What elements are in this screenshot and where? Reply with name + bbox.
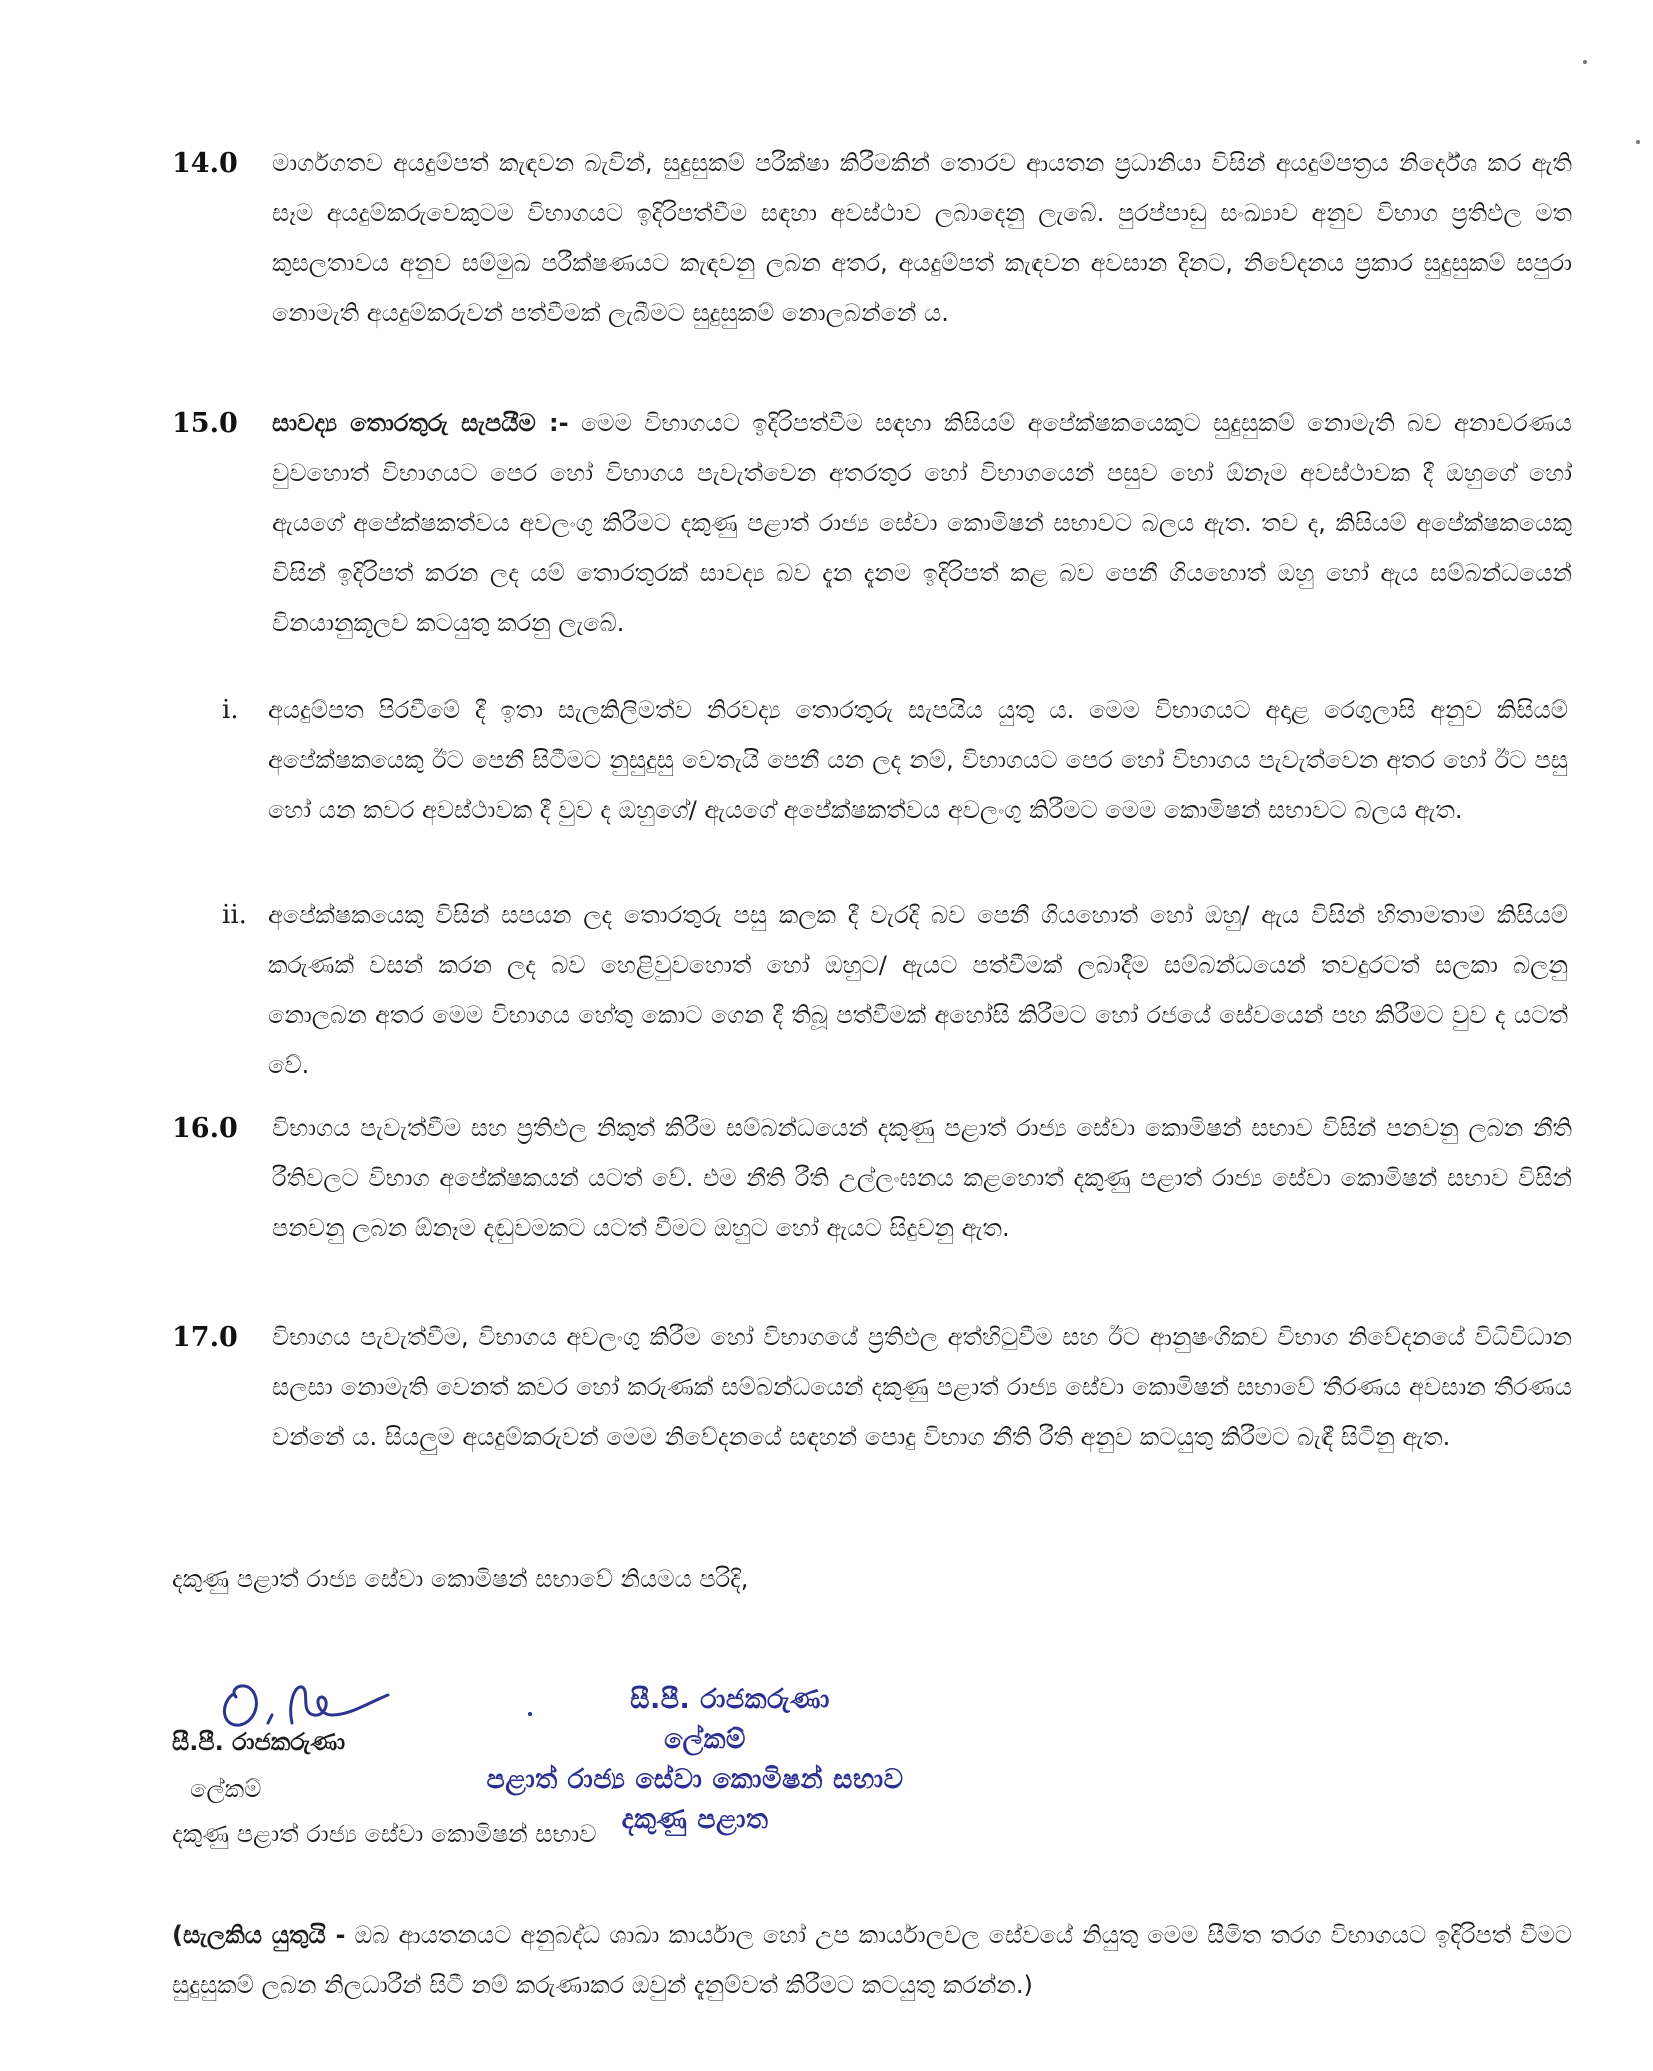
official-stamp	[480, 1680, 910, 1840]
closing-line: දකුණු පළාත් රාජ්‍ය සේවා කොමිෂන් සභාවේ නියමය පරිදි,	[172, 1565, 749, 1593]
list-item: අපේක්ෂකයෙකු විසින් සපයන ලද තොරතුරු පසු කලක දී වැරදි බව පෙනී ගියහොත් හෝ ඔහු/ ඇය විසින් හිතාමතාම කිසියම් කරුණක් වසන් කරන ලද බව හෙළිවුවහොත් හෝ ඔහුට/ ඇයට පත්වීමක් ලබාදීම සම්බන්ධයෙන් තවදුරටත් සලකා බලනු නොලබන අතර මෙම විභාගය හේතු කොට ගෙන දී තිබූ පත්වීමක් අහෝසි කිරීමට හෝ රජයේ සේවයෙන් පහ කිරීමට වුව ද යටත් වේ.	[268, 901, 1568, 1079]
note-paragraph	[172, 1910, 1572, 2010]
section-14	[172, 148, 1572, 358]
section-text: විභාගය පැවැත්වීම සහ ප්‍රතිඵල නිකුත් කිරීම සම්බන්ධයෙන් දකුණු පළාත් රාජ්‍ය සේවා කොමිෂන් සභාව විසින් පනවනු ලබන නීති රීතිවලට විභාග අපේක්ෂකයන් යටත් වේ. එම නීති රීති උල්ලංඝනය කළහොත් දකුණු පළාත් රාජ්‍ය සේවා කොමිෂන් සභාව විසින් පනවනු ලබන ඕනෑම දඬුවමකට යටත් වීමට ඔහුට හෝ ඇයට සිදුවනු ඇත.	[272, 1114, 1572, 1242]
section-number: 15.0	[172, 408, 238, 439]
scan-speck	[1636, 140, 1640, 144]
scan-speck	[1583, 60, 1587, 64]
list-marker: ii.	[222, 900, 247, 930]
section-text	[272, 398, 1572, 648]
section-number: 14.0	[172, 148, 238, 179]
handwritten-signature	[210, 1665, 410, 1735]
stamp-name: සී.පී. රාජකරුණා	[630, 1684, 830, 1715]
section-lead: සාවද්‍ය තොරතුරු සැපයීම :-	[272, 409, 569, 437]
stamp-province: දකුණු පළාත	[621, 1804, 769, 1835]
section-text: මාර්ගගතව අයදුම්පත් කැඳවන බැවින්, සුදුසුකම් පරීක්ෂා කිරීමකින් තොරව ආයතන ප්‍රධානියා විසින් අයදුම්පත්‍රය නිර්දේශ කර ඇති සෑම අයදුම්කරුවෙකුටම විභාගයට ඉදිරිපත්වීම සඳහා අවස්ථාව ලබාදෙනු ලැබේ. පුරප්පාඩු සංඛ්‍යාව අනුව විභාග ප්‍රතිඵල මත කුසලතාවය අනුව සම්මුඛ පරීක්ෂණයට කැඳවනු ලබන අතර, අයදුම්පත් කැඳවන අවසාන දිනට, නිවේදනය ප්‍රකාර සුදුසුකම් සපුරා නොමැති අයදුම්කරුවන් පත්වීමක් ලැබීමට සුදුසුකම් නොලබන්නේ ය.	[272, 149, 1572, 327]
section-17	[172, 1322, 1572, 1532]
section-body: මෙම විභාගයට ඉදිරිපත්වීම සඳහා කිසියම් අපේක්ෂකයෙකුට සුදුසුකම් නොමැති බව අනාවරණය වුවහොත් විභාගයට පෙර හෝ විභාගය පැවැත්වෙන අතරතුර හෝ විභාගයෙන් පසුව හෝ ඕනෑම අවස්ථාවක දී ඔහුගේ හෝ ඇයගේ අපේක්ෂකත්වය අවලංගු කිරීමට දකුණු පළාත් රාජ්‍ය සේවා කොමිෂන් සභාවට බලය ඇත. තව ද, කිසියම් අපේක්ෂකයෙකු විසින් ඉදිරිපත් කරන ලද යම් තොරතුරක් සාවද්‍ය බව දැන දැනම ඉදිරිපත් කළ බව පෙනී ගියහොත් ඔහු හෝ ඇය සම්බන්ධයෙන් විනයානුකූලව කටයුතු කරනු ලැබේ.	[272, 409, 1572, 637]
stamp-title: ලේකම්	[664, 1724, 746, 1755]
signatory-office: දකුණු පළාත් රාජ්‍ය සේවා කොමිෂන් සභාව	[172, 1820, 597, 1848]
note-lead: (සැලකිය යුතුයි -	[172, 1921, 346, 1949]
section-number: 16.0	[172, 1113, 238, 1144]
signatory-name: සී.පී. රාජකරුණා	[172, 1728, 346, 1756]
stamp-ink-dot	[528, 1712, 532, 1716]
note-body: ඔබ ආයතනයට අනුබද්ධ ශාඛා කාර්යාල හෝ උප කාර්යාලවල සේවයේ නියුතු මෙම සීමිත තරග විභාගයට ඉදිරිපත් වීමට සුදුසුකම් ලබන නිලධාරීන් සිටී නම් කරුණාකර ඔවුන් දැනුම්වත් කිරීමට කටයුතු කරන්න.)	[172, 1921, 1572, 1999]
section-15	[172, 408, 1572, 668]
list-item: අයදුම්පත පිරවීමේ දී ඉතා සැලකිලිමත්ව නිරවද්‍ය තොරතුරු සැපයිය යුතු ය. මෙම විභාගයට අදාළ රෙගුලාසි අනුව කිසියම් අපේක්ෂකයෙකු ඊට පෙනී සිටීමට නුසුදුසු වෙතැයි පෙනී යන ලද නම්, විභාගයට පෙර හෝ විභාගය පැවැත්වෙන අතර හෝ ඊට පසු හෝ යන කවර අවස්ථාවක දී වුව ද ඔහුගේ/ ඇයගේ අපේක්ෂකත්වය අවලංගු කිරීමට මෙම කොමිෂන් සභාවට බලය ඇත.	[268, 696, 1568, 824]
section-text: විභාගය පැවැත්වීම, විභාගය අවලංගු කිරීම හෝ විභාගයේ ප්‍රතිඵල අත්හිටුවීම සහ ඊට ආනුෂංගිකව විභාග නිවේදනයේ විධිවිධාන සලසා නොමැති වෙනත් කවර හෝ කරුණක් සම්බන්ධයෙන් දකුණු පළාත් රාජ්‍ය සේවා කොමිෂන් සභාවේ තීරණය අවසාන තීරණය වන්නේ ය. සියලුම අයදුම්කරුවන් මෙම නිවේදනයේ සඳහන් පොදු විභාග නීති රීති අනුව කටයුතු කිරීමට බැඳී සිටිනු ඇත.	[272, 1323, 1572, 1451]
list-marker: i.	[222, 695, 239, 725]
section-16	[172, 1113, 1572, 1323]
stamp-office: පළාත් රාජ්‍ය සේවා කොමිෂන් සභාව	[486, 1764, 904, 1795]
signatory-title: ලේකම්	[190, 1775, 262, 1803]
section-number: 17.0	[172, 1322, 238, 1353]
